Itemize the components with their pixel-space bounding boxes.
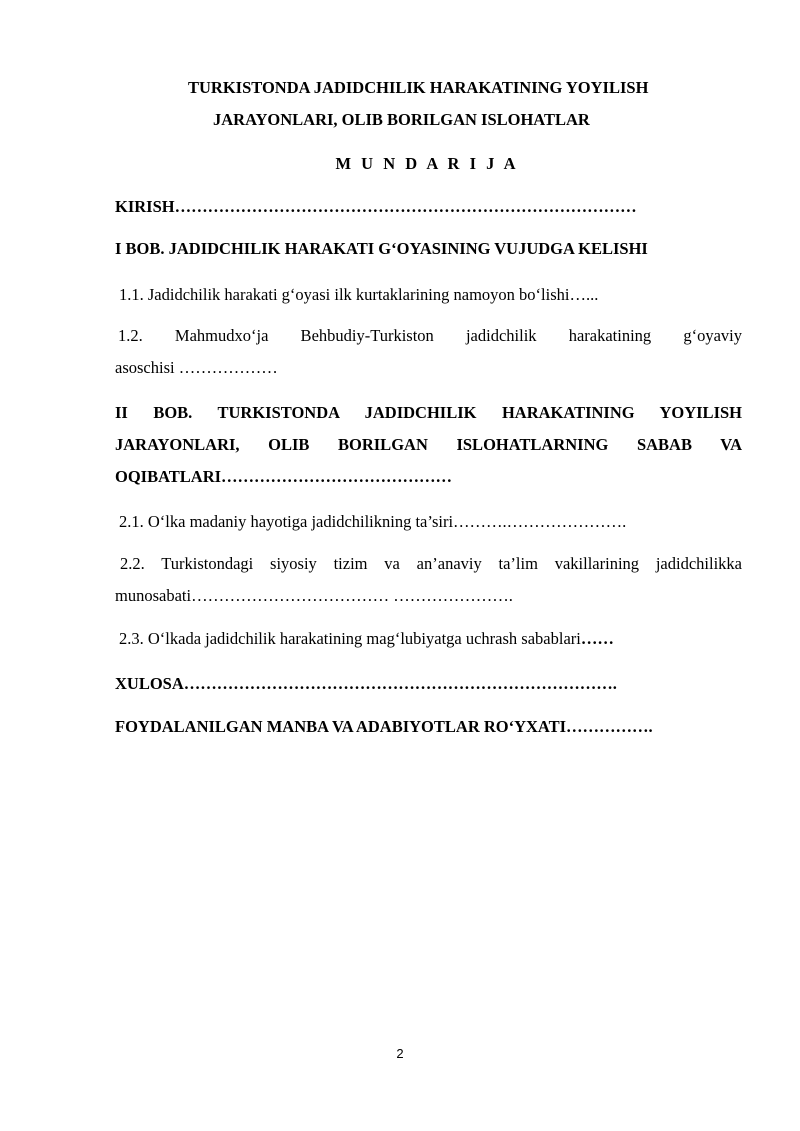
toc-heading: M U N D A R I J A [335, 154, 519, 173]
document-title-line-2: JARAYONLARI, OLIB BORILGAN ISLOHATLAR [213, 110, 590, 129]
toc-entry-chapter-2-line-3: OQIBATLARI…………………………………… [115, 467, 453, 486]
document-title-line-1: TURKISTONDA JADIDCHILIK HARAKATINING YOYILISH [188, 78, 649, 97]
page-number: 2 [396, 1046, 404, 1061]
toc-entry-chapter-2-line-1: II BOB. TURKISTONDA JADIDCHILIK HARAKATINING YOYILISH [115, 403, 742, 422]
toc-entry-conclusion: XULOSA……………………………………………………………………. [115, 674, 617, 693]
toc-entry-section-2-3 [119, 623, 746, 655]
toc-entry-section-1-2-line-1: 1.2. Mahmudxo‘ja Behbudiy-Turkiston jadidchilik harakatining g‘oyaviy [118, 326, 742, 345]
toc-entry-section-2-3-dots: …… [580, 629, 614, 648]
toc-entry-chapter-1: I BOB. JADIDCHILIK HARAKATI G‘OYASINING VUJUDGA KELISHI [115, 239, 648, 258]
toc-entry-bibliography: FOYDALANILGAN MANBA VA ADABIYOTLAR RO‘YXATI……………. [115, 717, 653, 736]
toc-entry-section-2-2-line-1: 2.2. Turkistondagi siyosiy tizim va an’anaviy ta’lim vakillarining jadidchilikka [120, 554, 742, 573]
toc-entry-section-1-2-line-2: asoschisi ……………… [115, 358, 278, 377]
toc-entry-intro: KIRISH………………………………………………………………………… [115, 197, 637, 216]
toc-entry-section-1-1: 1.1. Jadidchilik harakati g‘oyasi ilk kurtaklarining namoyon bo‘lishi…... [119, 285, 599, 304]
toc-entry-section-2-2-line-2: munosabati……………………………… …………………. [115, 586, 513, 605]
toc-entry-section-2-3-text: 2.3. O‘lkada jadidchilik harakatining mag‘lubiyatga uchrash sabablari [119, 629, 581, 648]
toc-entry-section-2-1: 2.1. O‘lka madaniy hayotiga jadidchilikning ta’siri……….…………………. [119, 512, 627, 531]
toc-entry-chapter-2-line-2: JARAYONLARI, OLIB BORILGAN ISLOHATLARNING SABAB VA [115, 435, 742, 454]
